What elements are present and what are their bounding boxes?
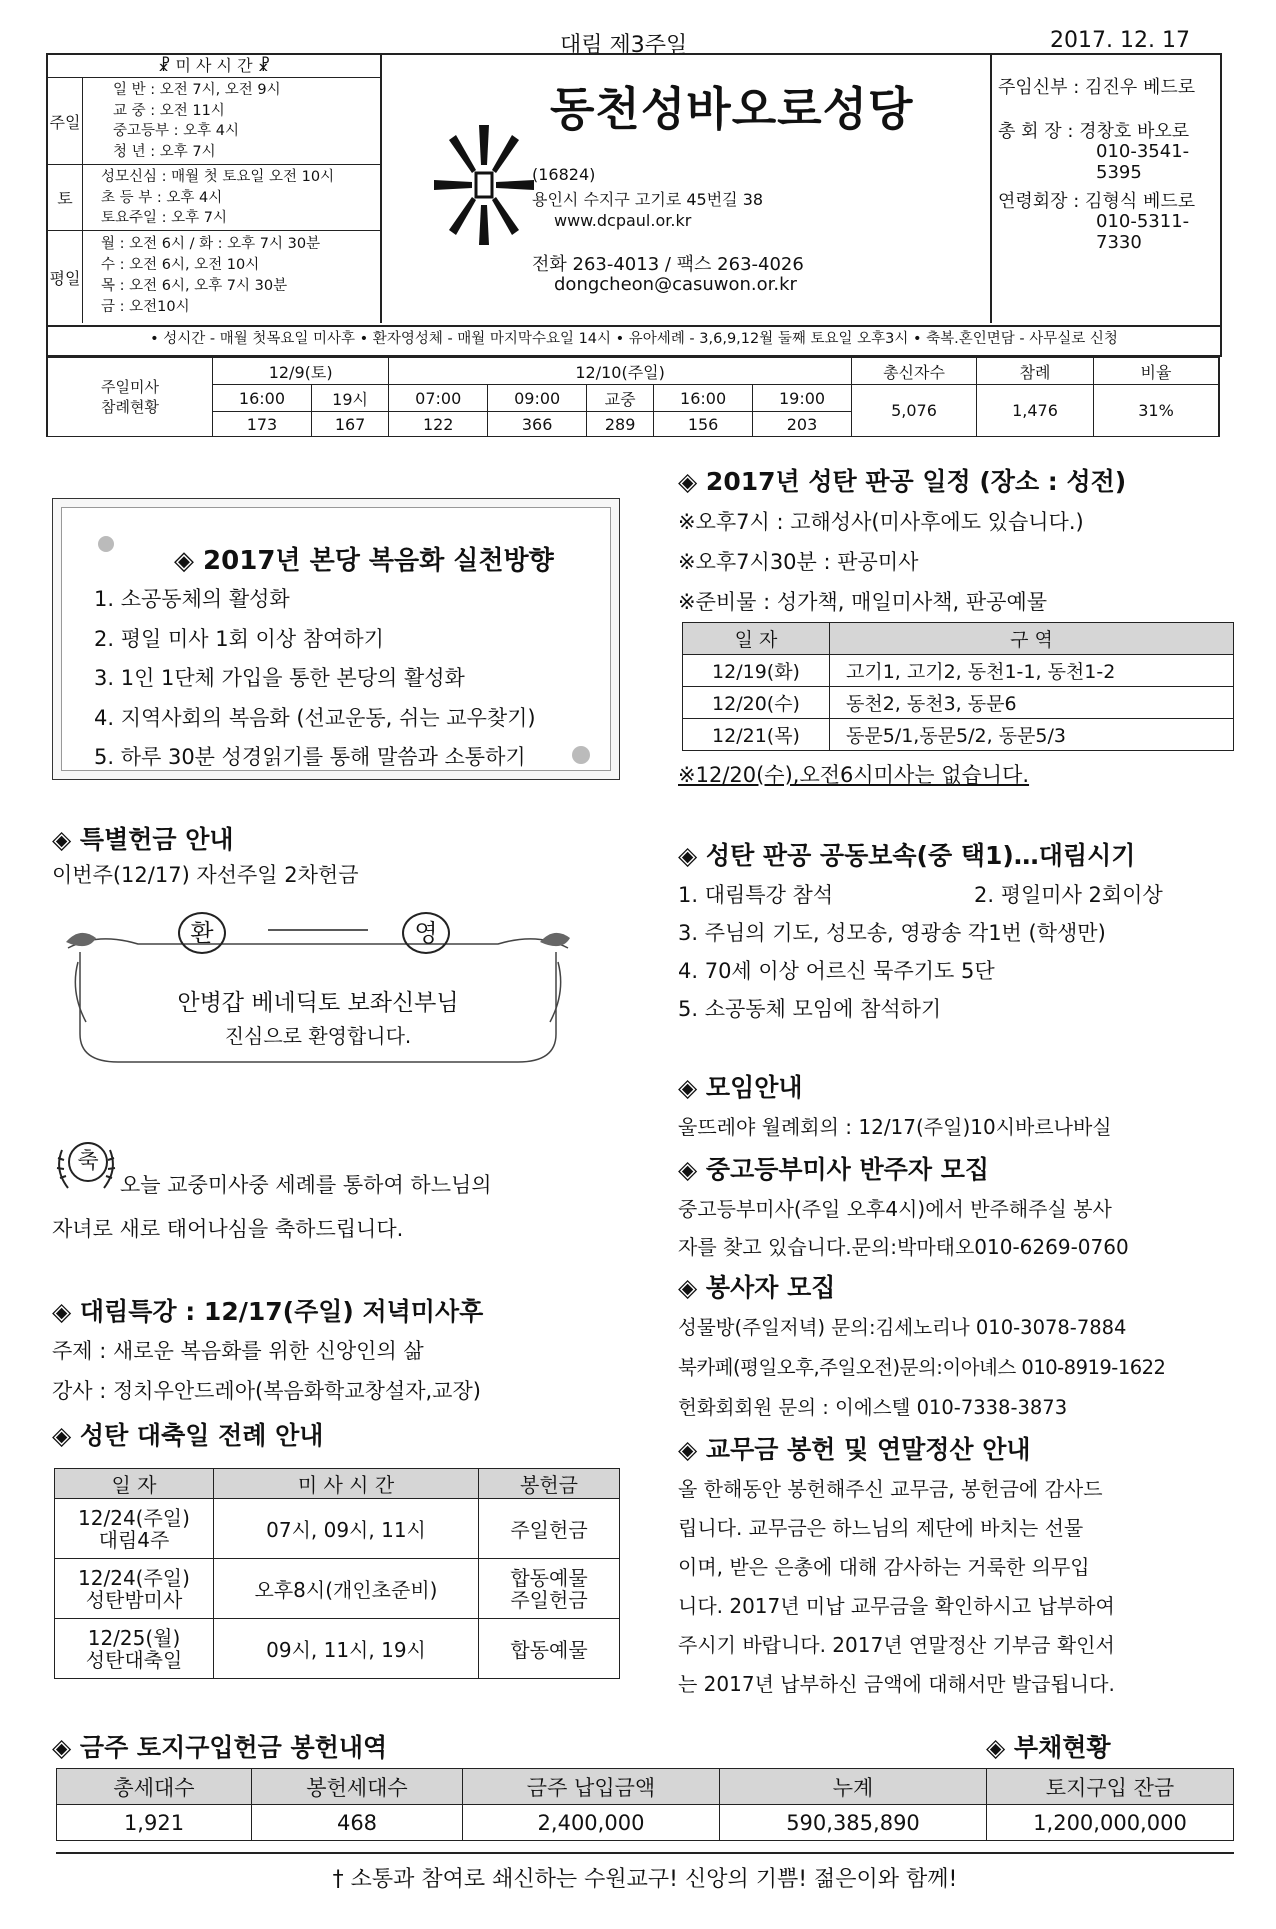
table-row: [55, 1499, 620, 1559]
column-header: 봉헌세대수: [252, 1769, 463, 1805]
penance-item: 4. 70세 이상 어르신 묵주기도 5단: [678, 959, 995, 983]
accompanist-line: 자를 찾고 있습니다.문의:박마태오010-6269-0760: [678, 1235, 1129, 1259]
land-balance: 1,200,000,000: [987, 1805, 1234, 1841]
mass-times-saturday: [48, 165, 380, 231]
confession-title: ◈ 2017년 성탄 판공 일정 (장소 : 성전): [678, 467, 1127, 496]
confession-note: ※12/20(수),오전6시미사는 없습니다.: [678, 763, 1030, 787]
confession-line: ※오후7시30분 : 판공미사: [678, 550, 919, 574]
pastor: 주임신부 : 김진우 베드로: [998, 77, 1196, 98]
dues-line: 이며, 받은 은총에 대해 감사하는 거룩한 의무입: [678, 1555, 1090, 1579]
attendance-count-cell: 122: [389, 412, 488, 437]
dues-title: ◈ 교무금 봉헌 및 연말정산 안내: [678, 1435, 1031, 1464]
congrats-line: 자녀로 새로 태어나심을 축하드립니다.: [52, 1217, 404, 1241]
issue-date: 2017. 12. 17: [1050, 28, 1190, 53]
row-time: 07시, 09시, 11시: [214, 1499, 479, 1559]
volunteer-line: 성물방(주일저녁) 문의:김세노리나 010-3078-7884: [678, 1316, 1127, 1339]
row-offering: 주일헌금: [479, 1499, 620, 1559]
email-link[interactable]: dongcheon@casuwon.or.kr: [554, 274, 797, 295]
welcome-char: 영: [402, 912, 450, 954]
day-label: 평일: [48, 231, 83, 323]
mass-line: 수 : 오전 6시, 오전 10시: [101, 257, 260, 273]
confession-line: ※오후7시 : 고해성사(미사후에도 있습니다.): [678, 510, 1084, 534]
evangelization-box: [61, 507, 611, 771]
column-header: 누계: [720, 1769, 987, 1805]
attendance-ratio: 31%: [1094, 385, 1220, 437]
mass-times-weekday: [48, 231, 380, 323]
table-row: [683, 655, 1234, 687]
mass-line: 목 : 오전 6시, 오후 7시 30분: [101, 278, 288, 294]
attended-header: 참례: [977, 358, 1094, 385]
attendance-label: [47, 358, 213, 437]
row-date: 12/20(수): [683, 687, 830, 719]
mass-times-sunday: [48, 78, 380, 165]
column-header: 토지구입 잔금: [987, 1769, 1234, 1805]
column-header: 미 사 시 간: [214, 1469, 479, 1499]
mass-line: 금 : 오전10시: [101, 299, 190, 315]
mass-time-cell: 09:00: [488, 385, 587, 412]
mass-line: 일 반 : 오전 7시, 오전 9시: [113, 82, 281, 98]
row-offering: 합동예물: [510, 1565, 588, 1590]
council-president: 총 회 장 : 경창호 바오로: [998, 121, 1190, 142]
dues-line: 올 한해동안 봉헌해주신 교무금, 봉헌금에 감사드: [678, 1477, 1103, 1501]
dues-line: 는 2017년 납부하신 금액에 대해서만 발급됩니다.: [678, 1672, 1115, 1696]
penance-item: 2. 평일미사 2회이상: [974, 883, 1163, 907]
row-time: 오후8시(개인초준비): [214, 1559, 479, 1619]
welcome-banner: [58, 912, 578, 1072]
row-date: 12/25(월): [87, 1625, 181, 1650]
advent-lecture-topic: 주제 : 새로운 복음화를 위한 신앙인의 삶: [52, 1339, 424, 1363]
land-fund-title: ◈ 금주 토지구입헌금 봉헌내역: [52, 1733, 388, 1762]
ratio-header: 비율: [1094, 358, 1220, 385]
row-date: 12/24(주일): [78, 1505, 190, 1530]
confession-line: ※준비물 : 성가책, 매일미사책, 판공예물: [678, 590, 1048, 614]
congrats-line: 오늘 교중미사중 세례를 통하여 하느님의: [120, 1173, 492, 1197]
parish-panel: [382, 55, 992, 323]
mass-line: 중고등부 : 오후 4시: [113, 123, 239, 139]
row-date-sub: 성탄밤미사: [85, 1587, 183, 1612]
mass-line: 성모신심 : 매월 첫 토요일 오전 10시: [101, 169, 335, 185]
congrats-char: 축: [68, 1142, 108, 1182]
evangelization-title: ◈ 2017년 본당 복음화 실천방향: [174, 546, 554, 576]
council-president-phone: 010-3541-5395: [1096, 141, 1190, 183]
row-time: 09시, 11시, 19시: [214, 1619, 479, 1679]
mass-time-cell: 07:00: [389, 385, 488, 412]
advent-lecture-title: ◈ 대림특강 : 12/17(주일) 저녁미사후: [52, 1297, 484, 1326]
evangelization-item: 3. 1인 1단체 가입을 통한 본당의 활성화: [94, 666, 465, 690]
mass-time-cell: 교중: [587, 385, 654, 412]
table-row: [55, 1559, 620, 1619]
attendance-label-line: 참례현황: [101, 398, 159, 416]
attendance-count-cell: 203: [753, 412, 852, 437]
special-offering-text: 이번주(12/17) 자선주일 2차헌금: [52, 863, 359, 887]
day-label: 주일: [48, 78, 83, 164]
evangelization-frame: [52, 498, 620, 780]
address: 용인시 수지구 고기로 45번길 38: [532, 190, 764, 209]
row-districts: 동문5/1,동문5/2, 동문5/3: [830, 719, 1234, 751]
row-offering: 합동예물: [479, 1619, 620, 1679]
parish-logo-icon: [424, 115, 544, 255]
land-fund-table: [56, 1768, 1234, 1841]
attendance-count-cell: 289: [587, 412, 654, 437]
mass-times-panel: [48, 55, 382, 323]
notice-strip: • 성시간 - 매월 첫목요일 미사후 • 환자영성체 - 매월 마지막수요일 14시 • 유아세례 - 3,6,9,12월 둘째 토요일 오후3시 • 축복.혼인면담 - 사무실로 신청: [46, 323, 1222, 357]
dues-line: 주시기 바랍니다. 2017년 연말정산 기부금 확인서: [678, 1633, 1115, 1657]
ornament-dot: [98, 536, 114, 552]
volunteer-line: 북카페(평일오후,주일오전)문의:이아녜스 010-8919-1622: [678, 1356, 1166, 1379]
special-offering-title: ◈ 특별헌금 안내: [52, 825, 234, 854]
memorial-president-phone: 010-5311-7330: [1096, 211, 1190, 253]
mass-times-title: ☧ 미 사 시 간 ☧: [48, 55, 380, 78]
mass-line: 교 중 : 오전 11시: [113, 102, 225, 119]
congrats-wreath: [54, 1140, 118, 1194]
mass-time-cell: 19시: [311, 385, 388, 412]
attendance-count-cell: 173: [213, 412, 312, 437]
accompanist-line: 중고등부미사(주일 오후4시)에서 반주해주실 봉사: [678, 1197, 1112, 1221]
table-row: [683, 687, 1234, 719]
column-header: 일 자: [683, 623, 830, 655]
dues-line: 립니다. 교무금은 하느님의 제단에 바치는 선물: [678, 1516, 1084, 1540]
cumulative-amount: 590,385,890: [720, 1805, 987, 1841]
offering-households: 468: [252, 1805, 463, 1841]
attendance-count-cell: 366: [488, 412, 587, 437]
row-date-sub: 대림4주: [98, 1527, 170, 1552]
mass-line: 토요주일 : 오후 7시: [101, 210, 227, 226]
day-label: 토: [48, 165, 83, 230]
column-header: 구 역: [830, 623, 1234, 655]
total-header: 총신자수: [852, 358, 977, 385]
welcome-char: 환: [178, 912, 226, 954]
weekly-amount: 2,400,000: [463, 1805, 720, 1841]
column-header: 총세대수: [57, 1769, 252, 1805]
evangelization-item: 1. 소공동체의 활성화: [94, 587, 290, 611]
attended-count: 1,476: [977, 385, 1094, 437]
column-header: 일 자: [55, 1469, 214, 1499]
volunteers-title: ◈ 봉사자 모집: [678, 1273, 836, 1302]
total-households: 1,921: [57, 1805, 252, 1841]
attendance-table: [46, 357, 1220, 437]
sunday-header: 12/10(주일): [389, 358, 852, 385]
mass-line: 월 : 오전 6시 / 화 : 오후 7시 30분: [101, 236, 321, 252]
evangelization-item: 2. 평일 미사 1회 이상 참여하기: [94, 626, 384, 651]
total-parishioners: 5,076: [852, 385, 977, 437]
staff-panel: [998, 55, 1220, 323]
christmas-liturgy-table: [54, 1468, 620, 1679]
row-offering: 주일헌금: [510, 1587, 588, 1612]
table-row: [683, 719, 1234, 751]
accompanist-title: ◈ 중고등부미사 반주자 모집: [678, 1155, 989, 1184]
ornament-dot: [572, 746, 590, 764]
christmas-liturgy-title: ◈ 성탄 대축일 전례 안내: [52, 1421, 324, 1450]
memorial-president: 연령회장 : 김형식 베드로: [998, 191, 1196, 212]
evangelization-item: 4. 지역사회의 복음화 (선교운동, 쉬는 교우찾기): [94, 705, 536, 730]
attendance-count-cell: 167: [311, 412, 388, 437]
debt-title: ◈ 부채현황: [986, 1733, 1111, 1762]
liturgical-week: 대림 제3주일: [560, 33, 688, 58]
row-date: 12/24(주일): [78, 1565, 190, 1590]
column-header: 금주 납입금액: [463, 1769, 720, 1805]
mass-line: 청 년 : 오후 7시: [113, 143, 216, 160]
penance-item: 1. 대림특강 참석: [678, 883, 834, 907]
postal-code: (16824): [532, 165, 596, 184]
evangelization-item: 5. 하루 30분 성경읽기를 통해 말씀과 소통하기: [94, 745, 526, 769]
footer-slogan: † 소통과 참여로 쇄신하는 수원교구! 신앙의 기쁨! 젊은이와 함께!: [332, 1867, 958, 1892]
penance-item: 5. 소공동체 모임에 참석하기: [678, 997, 942, 1021]
masthead: [46, 53, 1222, 327]
mass-time-cell: 16:00: [654, 385, 753, 412]
row-date-sub: 성탄대축일: [85, 1647, 183, 1672]
mass-time-cell: 16:00: [213, 385, 312, 412]
footer-rule: [56, 1852, 1234, 1854]
phone-fax: 전화 263-4013 / 팩스 263-4026: [532, 254, 804, 275]
confession-table: [682, 622, 1234, 751]
website-link[interactable]: www.dcpaul.or.kr: [554, 211, 692, 230]
penance-item: 3. 주님의 기도, 성모송, 영광송 각1번 (학생만): [678, 921, 1106, 945]
attendance-count-cell: 156: [654, 412, 753, 437]
attendance-label-line: 주일미사: [101, 378, 159, 396]
welcome-message: 진심으로 환영합니다.: [224, 1024, 412, 1048]
advent-lecture-speaker: 강사 : 정치우안드레아(복음화학교창설자,교장): [52, 1379, 481, 1403]
saturday-header: 12/9(토): [213, 358, 389, 385]
parish-name: 동천성바오로성당: [550, 82, 914, 136]
column-header: 봉헌금: [479, 1469, 620, 1499]
row-districts: 고기1, 고기2, 동천1-1, 동천1-2: [830, 655, 1234, 687]
dues-line: 니다. 2017년 미납 교무금을 확인하시고 납부하여: [678, 1594, 1115, 1618]
mass-time-cell: 19:00: [753, 385, 852, 412]
mass-line: 초 등 부 : 오후 4시: [101, 189, 223, 206]
table-row: [55, 1619, 620, 1679]
welcome-name: 안병갑 베네딕토 보좌신부님: [177, 990, 459, 1016]
row-date: 12/21(목): [683, 719, 830, 751]
volunteer-line: 헌화회회원 문의 : 이에스텔 010-7338-3873: [678, 1396, 1068, 1419]
meeting-title: ◈ 모임안내: [678, 1073, 803, 1102]
row-districts: 동천2, 동천3, 동문6: [830, 687, 1234, 719]
meeting-text: 울뜨레야 월례회의 : 12/17(주일)10시바르나바실: [678, 1115, 1112, 1139]
row-date: 12/19(화): [683, 655, 830, 687]
penance-title: ◈ 성탄 판공 공동보속(중 택1)…대림시기: [678, 841, 1136, 870]
